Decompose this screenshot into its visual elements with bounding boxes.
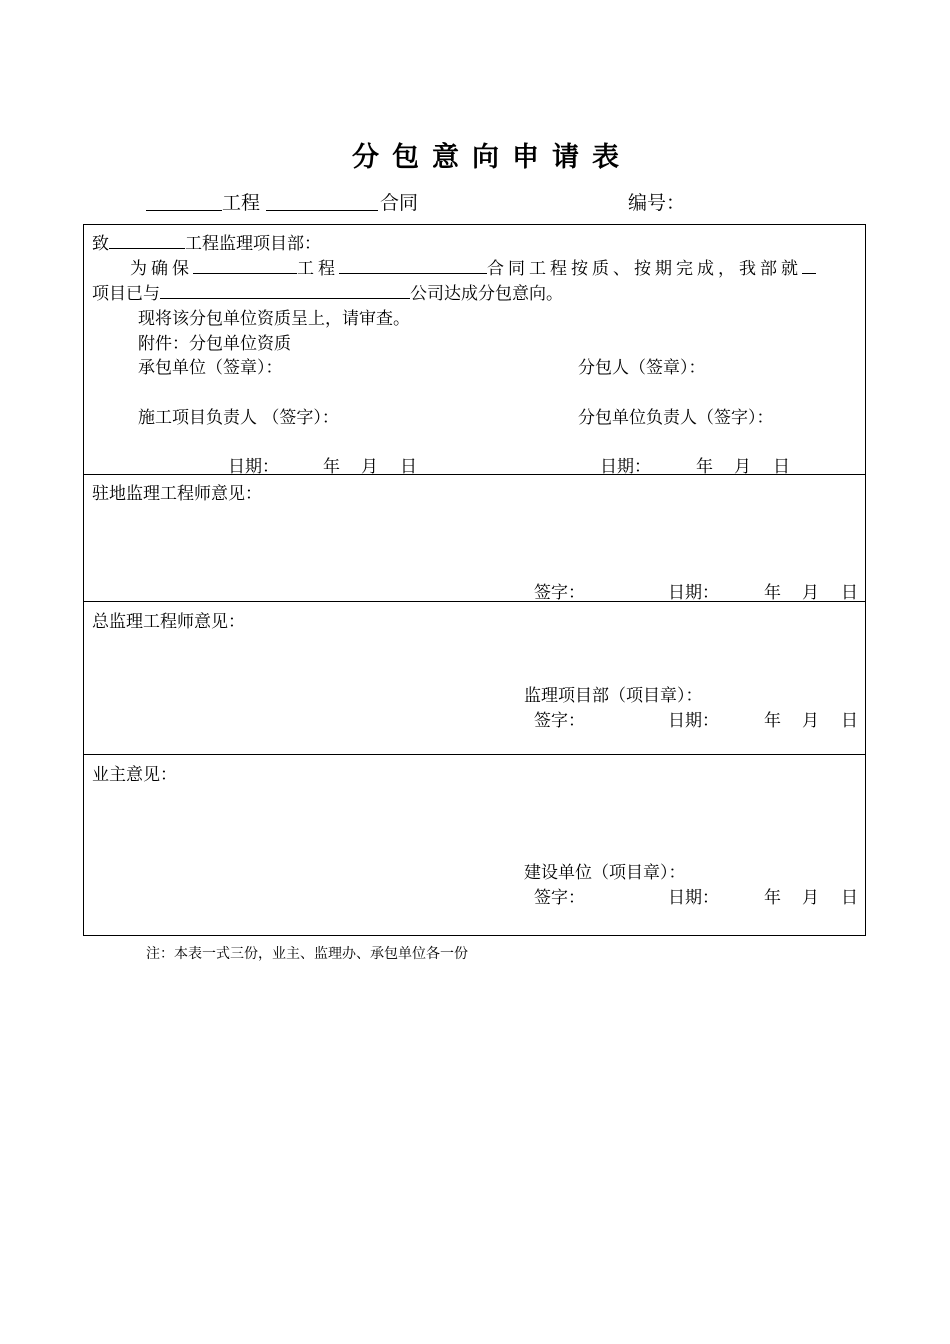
month-label: 月: [802, 711, 819, 731]
chief-engineer-opinion-heading: 总监理工程师意见：: [92, 612, 245, 632]
year-label: 年: [764, 583, 781, 603]
month-label: 月: [802, 583, 819, 603]
subcontractor-seal-label: 分包人（签章）：: [578, 358, 706, 378]
owner-seal-label: 建设单位（项目章）：: [524, 863, 686, 883]
date-left-label: 日期：: [228, 457, 279, 477]
month-label: 月: [802, 888, 819, 908]
date-right-label: 日期：: [600, 457, 651, 477]
submit-text: 现将该分包单位资质呈上，请审查。: [138, 309, 410, 329]
project-suffix: 工程: [222, 192, 261, 214]
project-blank[interactable]: [193, 255, 297, 274]
form-title: 分包意向申请表: [352, 142, 632, 173]
day-label: 日: [841, 583, 858, 603]
month-label: 月: [734, 457, 751, 477]
text-completion: 合同工程按质、按期完成，我部就: [487, 259, 802, 279]
item-blank[interactable]: [802, 255, 816, 274]
month-label: 月: [361, 457, 378, 477]
text-agreement: 公司达成分包意向。: [410, 284, 563, 304]
pm-sign-label: 施工项目负责人 （签字）：: [138, 408, 339, 428]
contract-name-blank[interactable]: [266, 192, 378, 211]
resident-engineer-opinion-heading: 驻地监理工程师意见：: [92, 484, 262, 504]
day-label: 日: [841, 888, 858, 908]
day-label: 日: [841, 711, 858, 731]
date-label: 日期：: [668, 583, 719, 603]
attachment-text: 附件：分包单位资质: [138, 334, 291, 354]
sign-label: 签字：: [534, 711, 585, 731]
to-suffix: 工程监理项目部：: [185, 234, 321, 254]
year-label: 年: [696, 457, 713, 477]
footnote: 注：本表一式三份，业主、监理办、承包单位各一份: [146, 946, 468, 962]
day-label: 日: [773, 457, 790, 477]
text-project: 工程: [297, 259, 339, 279]
supervision-dept-blank[interactable]: [109, 230, 185, 249]
purpose-line-2: [92, 279, 563, 304]
contract-blank[interactable]: [339, 255, 487, 274]
sign-label: 签字：: [534, 888, 585, 908]
sub-pm-sign-label: 分包单位负责人（签字）：: [578, 408, 774, 428]
contract-suffix: 合同: [380, 192, 419, 214]
year-label: 年: [764, 711, 781, 731]
project-name-blank[interactable]: [146, 192, 222, 211]
recipient-line: [92, 229, 321, 254]
row-divider: [83, 754, 866, 755]
to-prefix: 致: [92, 234, 109, 254]
year-label: 年: [323, 457, 340, 477]
year-label: 年: [764, 888, 781, 908]
row-divider: [83, 601, 866, 602]
text-ensure: 为确保: [130, 259, 193, 279]
company-blank[interactable]: [160, 280, 410, 299]
owner-opinion-heading: 业主意见：: [92, 765, 177, 785]
date-label: 日期：: [668, 888, 719, 908]
number-label: 编号：: [628, 192, 686, 214]
contractor-seal-label: 承包单位（签章）：: [138, 358, 283, 378]
date-label: 日期：: [668, 711, 719, 731]
day-label: 日: [400, 457, 417, 477]
sign-label: 签字：: [534, 583, 585, 603]
purpose-line-1: [130, 254, 816, 279]
supervision-seal-label: 监理项目部（项目章）：: [524, 686, 703, 706]
text-item-with: 项目已与: [92, 284, 160, 304]
